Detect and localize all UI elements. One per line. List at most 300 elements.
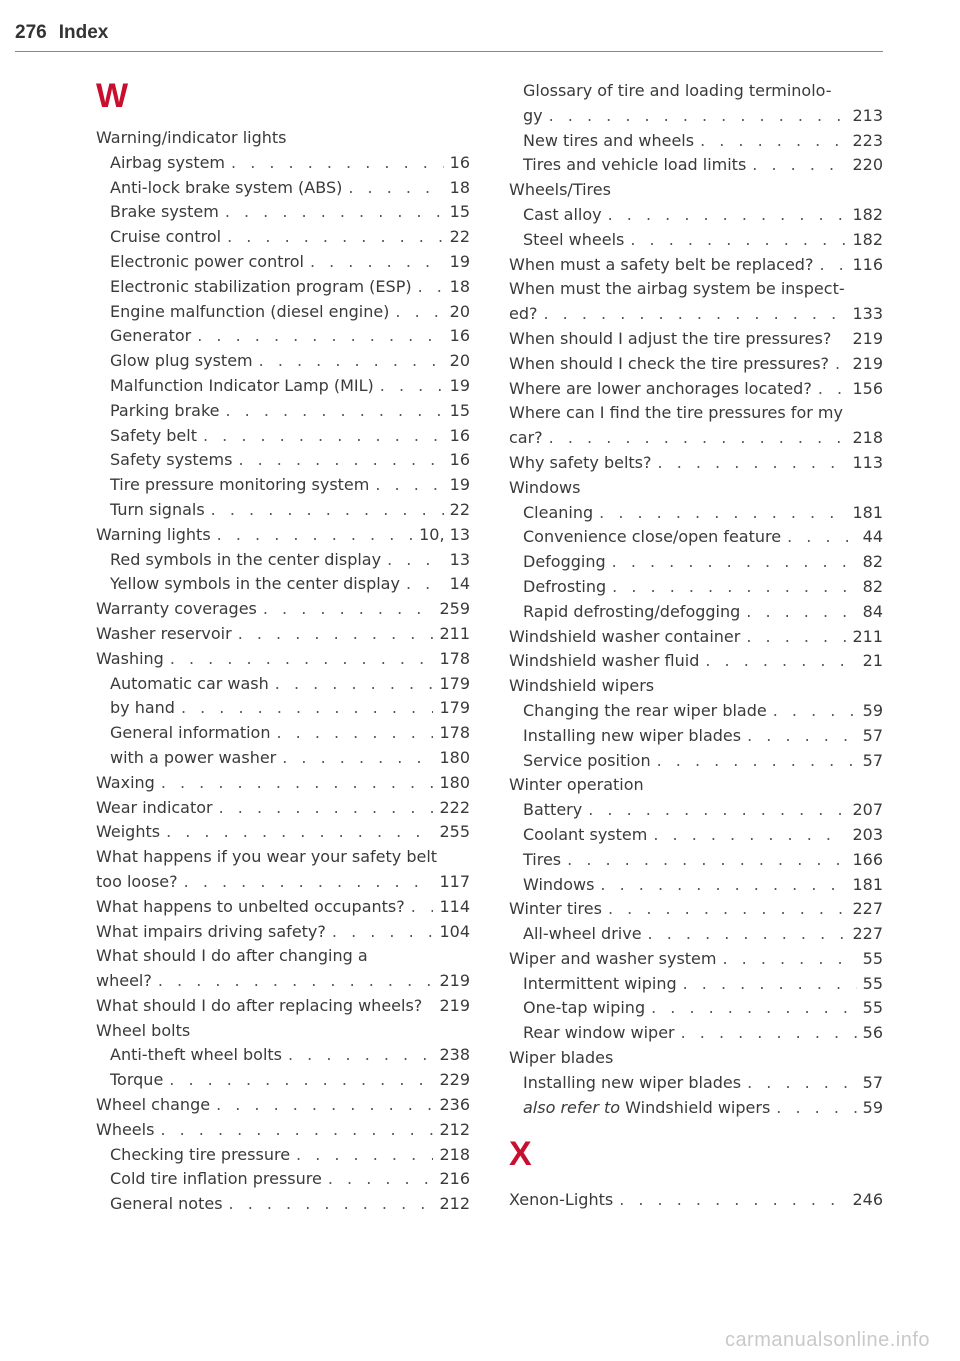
dot-leader <box>155 771 434 796</box>
index-entry <box>96 622 470 647</box>
index-entry-page: 44 <box>862 527 883 547</box>
index-entry-page: 220 <box>852 155 883 175</box>
index-entry <box>96 1118 470 1143</box>
index-entry-page: 218 <box>439 1144 470 1164</box>
index-entry-term: Cleaning <box>523 502 594 522</box>
index-entry <box>509 873 883 898</box>
index-entry <box>96 523 470 548</box>
index-entry <box>509 79 883 104</box>
index-entry-term: General information <box>110 723 271 743</box>
index-entry-term: Coolant system <box>523 824 648 844</box>
index-entry-page: 219 <box>852 328 883 348</box>
index-entry-term: What impairs driving safety? <box>96 921 326 941</box>
dot-leader <box>606 550 857 575</box>
index-entry-page: 227 <box>852 924 883 944</box>
index-entry-term: Warning/indicator lights <box>96 128 287 147</box>
dot-leader <box>389 300 443 325</box>
index-entry-term: Washing <box>96 648 164 668</box>
index-entry <box>509 575 883 600</box>
index-entry <box>509 129 883 154</box>
dot-leader <box>282 1043 433 1068</box>
dot-leader <box>152 969 434 994</box>
dot-leader <box>154 1118 433 1143</box>
index-entry <box>509 426 883 451</box>
index-entry <box>509 501 883 526</box>
index-entry-page: 113 <box>852 452 883 472</box>
index-entry-page: 179 <box>439 673 470 693</box>
index-entry-page: 181 <box>852 874 883 894</box>
index-entry-term: Defrosting <box>523 576 607 596</box>
index-entry-term: Engine malfunction (diesel engine) <box>110 301 390 321</box>
index-entry <box>96 746 470 771</box>
index-entry-page: 211 <box>439 623 470 643</box>
index-entry-term: Warning lights <box>96 524 211 544</box>
dot-leader <box>405 895 434 920</box>
index-entry-term: Windows <box>523 874 595 894</box>
dot-leader <box>381 548 444 573</box>
index-entry-page: 14 <box>449 574 470 594</box>
page-header <box>15 22 885 44</box>
index-entry-term: Xenon-Lights <box>509 1190 614 1210</box>
dot-leader <box>369 473 443 498</box>
dot-leader <box>225 151 444 176</box>
index-entry <box>509 377 883 402</box>
index-entry-term: Anti-lock brake system (ABS) <box>110 177 343 197</box>
index-entry-page: 10, 13 <box>419 524 470 544</box>
dot-leader <box>374 374 444 399</box>
dot-leader <box>543 104 847 129</box>
index-entry <box>96 473 470 498</box>
index-entry-term: Wheels/Tires <box>509 180 611 200</box>
index-entry <box>509 724 883 749</box>
dot-leader <box>232 622 434 647</box>
index-entry-term: Installing new wiper blades <box>523 1072 742 1092</box>
index-entry-term: Glow plug system <box>110 351 253 371</box>
index-entry-term: Rapid defrosting/defogging <box>523 601 741 621</box>
index-entry-page: 16 <box>449 450 470 470</box>
index-entry <box>96 250 470 275</box>
index-entry-term: What should I do after replacing wheels? <box>96 995 423 1015</box>
index-entry-term: Winter operation <box>509 775 644 795</box>
index-entry <box>509 228 883 253</box>
index-entry-term: What happens if you wear your safety belt <box>96 847 438 867</box>
index-entry <box>509 699 883 724</box>
dot-leader <box>677 972 857 997</box>
index-entry <box>509 476 883 501</box>
index-entry <box>96 424 470 449</box>
dot-leader <box>304 250 444 275</box>
index-entry-page: 180 <box>439 747 470 767</box>
index-entry-page: 236 <box>439 1095 470 1115</box>
index-entry-page: 104 <box>439 921 470 941</box>
dot-leader <box>606 575 856 600</box>
index-entry <box>509 253 883 278</box>
index-entry-term: Waxing <box>96 772 155 792</box>
index-entry <box>509 798 883 823</box>
index-entry-page: 212 <box>439 1119 470 1139</box>
index-entry-page: 55 <box>862 948 883 968</box>
dot-leader <box>221 225 444 250</box>
index-entry-page: 246 <box>852 1190 883 1210</box>
index-entry-page: 56 <box>862 1023 883 1043</box>
index-entries-w-part1 <box>96 126 470 1217</box>
index-entry-page: 222 <box>439 797 470 817</box>
index-entry <box>509 947 883 972</box>
index-entry-term: Safety belt <box>110 425 197 445</box>
index-entry-page: 181 <box>852 502 883 522</box>
index-entry-term: too loose? <box>96 871 178 891</box>
index-entry-page: 20 <box>449 351 470 371</box>
dot-leader <box>741 724 857 749</box>
index-entry-page: 229 <box>439 1070 470 1090</box>
dot-leader <box>699 649 856 674</box>
index-entry <box>96 1068 470 1093</box>
index-entry-term: Safety systems <box>110 450 233 470</box>
index-entry-term: Checking tire pressure <box>110 1144 291 1164</box>
index-entry <box>96 498 470 523</box>
dot-leader <box>253 349 444 374</box>
index-entry-term: When should I adjust the tire pressures? <box>509 328 832 348</box>
index-entry-term: Steel wheels <box>523 229 625 249</box>
index-entry-term: Wheel bolts <box>96 1020 191 1040</box>
dot-leader <box>647 823 846 848</box>
dot-leader <box>342 176 443 201</box>
index-entry <box>509 327 883 352</box>
index-entry-page: 219 <box>439 971 470 991</box>
index-entry-term: Yellow symbols in the center display <box>110 574 400 594</box>
dot-leader <box>613 1188 846 1213</box>
dot-leader <box>326 920 434 945</box>
index-entry <box>509 1071 883 1096</box>
index-entry-term: Service position <box>523 750 651 770</box>
index-entry-page: 84 <box>862 601 883 621</box>
index-entry-term: Electronic stabilization program (ESP) <box>110 276 412 296</box>
index-entry <box>509 153 883 178</box>
index-entry-term: Weights <box>96 822 161 842</box>
index-entry-page: 156 <box>852 378 883 398</box>
index-entry <box>509 922 883 947</box>
index-entry <box>96 870 470 895</box>
dot-leader <box>175 696 434 721</box>
index-entry-term: Where are lower anchorages located? <box>509 378 812 398</box>
index-entry <box>509 203 883 228</box>
index-entry <box>509 104 883 129</box>
index-entry <box>96 126 470 151</box>
index-entry <box>96 151 470 176</box>
dot-leader <box>716 947 856 972</box>
index-entries-x <box>509 1188 883 1213</box>
dot-leader <box>812 377 847 402</box>
dot-leader <box>602 203 847 228</box>
index-entry <box>96 275 470 300</box>
index-entry <box>509 897 883 922</box>
dot-leader <box>543 426 847 451</box>
dot-leader <box>829 352 846 377</box>
index-entry-page: 19 <box>449 375 470 395</box>
index-entry-term: by hand <box>110 698 175 718</box>
index-entry-page: 20 <box>449 301 470 321</box>
index-entry-term: Wiper blades <box>509 1048 614 1068</box>
index-entry-page: 18 <box>449 177 470 197</box>
dot-leader <box>767 699 857 724</box>
index-entry <box>96 696 470 721</box>
index-entry-term: Parking brake <box>110 400 220 420</box>
index-entry-term: Cold tire inflation pressure <box>110 1169 322 1189</box>
index-entry-page: 178 <box>439 723 470 743</box>
index-entry <box>509 525 883 550</box>
index-entry-term: Windshield washer container <box>509 626 741 646</box>
dot-leader <box>538 302 847 327</box>
index-entry <box>509 674 883 699</box>
dot-leader <box>223 1192 434 1217</box>
index-entry-page: 212 <box>439 1194 470 1214</box>
index-entry-term: Rear window wiper <box>523 1023 675 1043</box>
index-entry <box>96 1043 470 1068</box>
index-entry-term: Battery <box>523 800 583 820</box>
index-entry <box>509 625 883 650</box>
index-entry-term: Defogging <box>523 552 606 572</box>
index-entry-page: 117 <box>439 871 470 891</box>
index-entry-term: Tire pressure monitoring system <box>110 475 370 495</box>
index-entry <box>96 1093 470 1118</box>
index-entry <box>96 920 470 945</box>
index-entry-term: All-wheel drive <box>523 924 642 944</box>
index-entry <box>509 649 883 674</box>
index-entry-term: Windshield wipers <box>509 676 655 696</box>
index-entry-page: 211 <box>852 626 883 646</box>
index-entry <box>509 277 883 302</box>
index-entry-page: 57 <box>862 1072 883 1092</box>
index-entry-term: Windows <box>509 477 581 497</box>
index-entry-page: 227 <box>852 899 883 919</box>
letter-heading-w: W <box>96 77 129 115</box>
index-entry <box>96 944 470 969</box>
index-entry <box>96 820 470 845</box>
index-entry-page: 22 <box>449 499 470 519</box>
dot-leader <box>675 1021 857 1046</box>
index-entry-page: 213 <box>852 105 883 125</box>
dot-leader <box>741 1071 857 1096</box>
index-entry-term: Tires and vehicle load limits <box>523 155 747 175</box>
dot-leader <box>652 451 847 476</box>
index-entry-term: Tires <box>523 849 562 869</box>
dot-leader <box>163 1068 433 1093</box>
index-entry-page: 114 <box>439 896 470 916</box>
index-entry <box>509 1096 883 1121</box>
index-entry <box>509 823 883 848</box>
index-entry-page: 182 <box>852 229 883 249</box>
index-entry-term: Glossary of tire and loading terminolo- <box>523 81 832 100</box>
dot-leader <box>561 848 846 873</box>
dot-leader <box>770 1096 856 1121</box>
dot-leader <box>593 501 846 526</box>
dot-leader <box>232 448 443 473</box>
index-entry-page: 116 <box>852 254 883 274</box>
index-entry-term: Washer reservoir <box>96 623 232 643</box>
index-entry <box>96 1167 470 1192</box>
index-entry <box>96 300 470 325</box>
index-entry-term: Generator <box>110 326 192 346</box>
index-entry-page: 55 <box>862 973 883 993</box>
index-entry-term: Wheel change <box>96 1095 211 1115</box>
index-entry-page: 16 <box>449 425 470 445</box>
index-entry <box>96 548 470 573</box>
index-entry <box>96 1192 470 1217</box>
dot-leader <box>813 253 846 278</box>
index-entry-page: 255 <box>439 822 470 842</box>
index-entry-term: Windshield washer fluid <box>509 651 700 671</box>
index-entry <box>96 994 470 1019</box>
index-entry-page: 15 <box>449 202 470 222</box>
index-entry <box>509 401 883 426</box>
dot-leader <box>602 897 846 922</box>
dot-leader <box>269 672 434 697</box>
index-entry <box>96 399 470 424</box>
dot-leader <box>178 870 434 895</box>
index-entry-term: Wiper and washer system <box>509 948 717 968</box>
index-entry-term: What happens to unbelted occupants? <box>96 896 405 916</box>
dot-leader <box>197 424 444 449</box>
index-entry-term: Wheels <box>96 1119 155 1139</box>
index-entry-page: 207 <box>852 800 883 820</box>
cross-reference-label: also refer to <box>523 1097 621 1117</box>
dot-leader <box>746 153 846 178</box>
index-entry-term: Brake system <box>110 202 219 222</box>
dot-leader <box>400 572 444 597</box>
index-entry <box>509 972 883 997</box>
dot-leader <box>781 525 857 550</box>
section-title: Index <box>58 22 109 43</box>
dot-leader <box>290 1143 433 1168</box>
index-entry-term: Electronic power control <box>110 251 304 271</box>
index-entry <box>96 969 470 994</box>
dot-leader <box>191 324 443 349</box>
index-entry-page: 216 <box>439 1169 470 1189</box>
dot-leader <box>322 1167 434 1192</box>
index-entry-term: Where can I find the tire pressures for my <box>509 403 843 423</box>
dot-leader <box>219 399 443 424</box>
index-entry-term: Why safety belts? <box>509 452 652 472</box>
index-entry-term: General notes <box>110 1194 223 1214</box>
index-entry-page: 180 <box>439 772 470 792</box>
index-entry <box>509 1188 883 1213</box>
index-entry-term: When must a safety belt be replaced? <box>509 254 814 274</box>
index-entry-page: 57 <box>862 725 883 745</box>
dot-leader <box>651 749 857 774</box>
index-entry <box>509 1046 883 1071</box>
dot-leader <box>740 625 846 650</box>
index-entry-page: 178 <box>439 648 470 668</box>
index-entry <box>509 352 883 377</box>
index-entry-term: Cruise control <box>110 227 222 247</box>
index-entry <box>509 600 883 625</box>
index-entry-page: 182 <box>852 204 883 224</box>
index-entry-term: Airbag system <box>110 152 226 172</box>
index-entry <box>509 1021 883 1046</box>
index-entry-term: New tires and wheels <box>523 130 695 150</box>
index-entry-page: 166 <box>852 849 883 869</box>
dot-leader <box>270 721 433 746</box>
index-entry-term: Malfunction Indicator Lamp (MIL) <box>110 375 374 395</box>
index-entry-term: What should I do after changing a <box>96 946 368 966</box>
index-entry-term: Winter tires <box>509 899 602 919</box>
index-entry <box>509 773 883 798</box>
index-entry-page: 59 <box>862 700 883 720</box>
dot-leader <box>210 1093 433 1118</box>
index-entry-term: When must the airbag system be inspect- <box>509 279 845 299</box>
header-divider <box>15 51 883 52</box>
dot-leader <box>205 498 444 523</box>
index-entry-term: wheel? <box>96 971 152 991</box>
index-entry <box>509 996 883 1021</box>
index-entry-term: Anti-theft wheel bolts <box>110 1045 282 1065</box>
index-entry <box>96 721 470 746</box>
index-entry-page: 13 <box>449 549 470 569</box>
index-entry-page: 219 <box>439 995 470 1015</box>
index-entry-term: Turn signals <box>110 499 205 519</box>
dot-leader <box>740 600 856 625</box>
index-entry <box>96 176 470 201</box>
dot-leader <box>160 820 433 845</box>
dot-leader <box>645 996 857 1021</box>
dot-leader <box>219 200 444 225</box>
index-entry <box>96 895 470 920</box>
index-column-right <box>509 79 883 1213</box>
index-entry <box>96 647 470 672</box>
index-entry-term: Wear indicator <box>96 797 213 817</box>
index-entry-page: 22 <box>449 227 470 247</box>
index-entry <box>509 749 883 774</box>
index-entry-term: car? <box>509 428 543 448</box>
index-entries-w-part2 <box>509 79 883 1120</box>
index-entry-page: 59 <box>862 1097 883 1117</box>
index-entry-term <box>523 1096 770 1121</box>
dot-leader <box>694 129 846 154</box>
index-entry-term: Installing new wiper blades <box>523 725 742 745</box>
index-entry-page: 238 <box>439 1045 470 1065</box>
index-entry-page: 82 <box>862 552 883 572</box>
index-entry <box>96 324 470 349</box>
dot-leader <box>276 746 433 771</box>
index-entry-term: Intermittent wiping <box>523 973 677 993</box>
index-entry <box>509 550 883 575</box>
index-entry <box>509 302 883 327</box>
index-entry-page: 82 <box>862 576 883 596</box>
index-entry-term: Changing the rear wiper blade <box>523 700 767 720</box>
watermark: carmanualsonline.info <box>724 1329 930 1351</box>
index-entry-term: ed? <box>509 304 538 324</box>
index-entry-term: Torque <box>110 1070 164 1090</box>
index-entry-term: with a power washer <box>110 747 277 767</box>
dot-leader <box>257 597 434 622</box>
index-entry <box>96 1143 470 1168</box>
index-entry-term: gy <box>523 105 543 125</box>
cross-reference-target: Windshield wipers <box>620 1097 771 1117</box>
index-entry-page: 179 <box>439 698 470 718</box>
index-entry <box>96 572 470 597</box>
index-entry <box>96 374 470 399</box>
index-entry-page: 16 <box>449 152 470 172</box>
index-entry-term: Red symbols in the center display <box>110 549 382 569</box>
dot-leader <box>213 796 434 821</box>
index-entry <box>96 845 470 870</box>
index-entry <box>509 848 883 873</box>
index-entry <box>96 672 470 697</box>
index-entry-page: 223 <box>852 130 883 150</box>
index-entry-term: Warranty coverages <box>96 599 257 619</box>
index-entry-page: 21 <box>862 651 883 671</box>
index-entry <box>96 448 470 473</box>
